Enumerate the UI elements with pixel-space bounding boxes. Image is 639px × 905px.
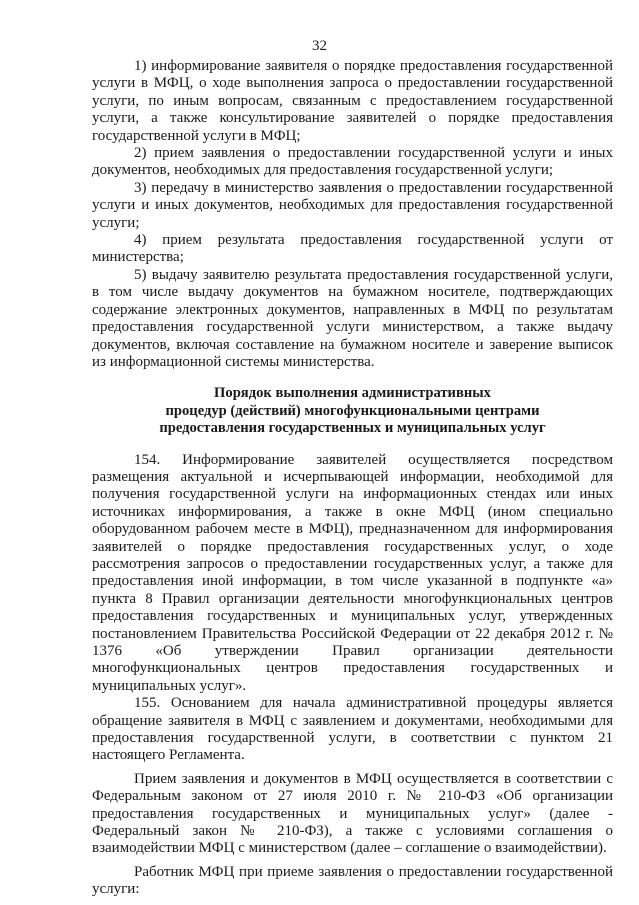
page-number: 32 [312, 38, 327, 54]
paragraph: Прием заявления и документов в МФЦ осуществляется в соответствии с Федеральным законом от 27 июля 2010 г. № 210-ФЗ «Об организации предоставления государственных и муниципальных услуг» (далее - Федеральный закон № 210-ФЗ), а также с условиями соглашения о взаимодействии МФЦ с министерством (далее – соглашение о взаимодействии). [92, 770, 613, 857]
paragraph: 154. Информирование заявителей осуществляется посредством размещения актуальной и исчерпывающей информации, необходимой для получения государственной услуги на информационных стендах или иных источниках информирования, а также в окне МФЦ (ином специально оборудованном рабочем месте в МФЦ), предназначенном для информирования заявителей о порядке предоставления государственных услуг, о ходе рассмотрения запросов о предоставлении государственных услуг, а также для предоставления иной информации, в том числе указанной в подпункте «а» пункта 8 Правил организации деятельности многофункциональных центров предоставления государственных и муниципальных услуг, утвержденных постановлением Правительства Российской Федерации от 22 декабря 2012 г. № 1376 «Об утверждении Правил организации деятельности многофункциональных центров предоставления государственных и муниципальных услуг». [92, 451, 613, 694]
section-heading: Порядок выполнения административных процедур (действий) многофункциональными центрами предоставления государственных и муниципальных услуг [159, 385, 546, 437]
list-item: 1) информирование заявителя о порядке предоставления государственной услуги в МФЦ, о ходе выполнения запроса о предоставлении государственной услуги, по иным вопросам, связанным с предоставлением государственной услуги, а также консультирование заявителей о порядке предоставления государственной услуги в МФЦ; [92, 58, 613, 144]
paragraph: Работник МФЦ при приеме заявления о предоставлении государственной услуги: [92, 863, 613, 898]
list-item: 3) передачу в министерство заявления о предоставлении государственной услуги и иных документов, необходимых для предоставления государственной услуги; [92, 179, 613, 231]
list-item: 4) прием результата предоставления государственной услуги от министерства; [92, 232, 613, 266]
scan-noise [100, 805, 600, 865]
document-body [92, 58, 613, 899]
list-item: 5) выдачу заявителю результата предоставления государственной услуги, в том числе выдачу документов на бумажном носителе, подтверждающих содержание электронных документов, направленных в МФЦ по результатам предоставления государственной услуги министерством, а также выдачу документов, включая составление на бумажном носителе и заверение выписок из информационной системы министерства. [92, 266, 613, 370]
paragraph: 155. Основанием для начала административной процедуры является обращение заявителя в МФЦ с заявлением и документами, необходимыми для предоставления государственной услуги, в соответствии с пунктом 21 настоящего Регламента. [92, 695, 613, 764]
list-item: 2) прием заявления о предоставлении государственной услуги и иных документов, необходимых для предоставления государственной услуги; [92, 145, 613, 179]
